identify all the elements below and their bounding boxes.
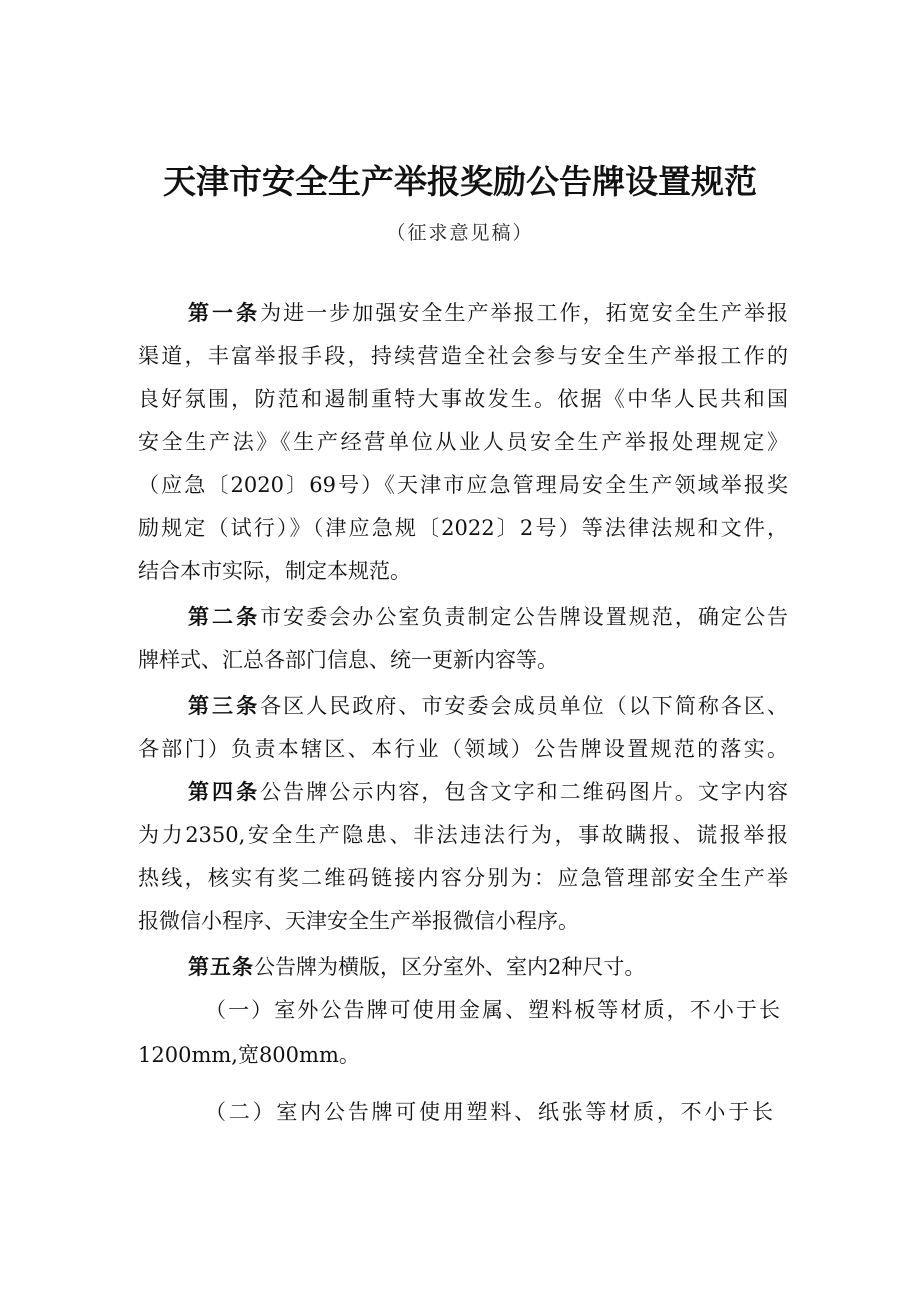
item-1-line-2: 1200mm,宽800mm。 bbox=[138, 1043, 360, 1067]
article-4-line-2: 为力2350,安全生产隐患、非法违法行为，事故瞒报、谎报举报 bbox=[138, 823, 788, 847]
article-1-line-1 bbox=[188, 298, 788, 328]
item-1-line-1: （一）室外公告牌可使用金属、塑料板等材质，不小于长 bbox=[205, 998, 780, 1022]
article-3-text-1: 各区人民政府、市安委会成员单位（以下简称各区、 bbox=[260, 694, 789, 718]
article-1-line-4: 安全生产法》《生产经营单位从业人员安全生产举报处理规定》 bbox=[138, 430, 788, 454]
article-5-line-1 bbox=[188, 952, 788, 982]
article-3-line-1 bbox=[188, 691, 788, 721]
article-2-line-2: 牌样式、汇总各部门信息、统一更新内容等。 bbox=[138, 648, 558, 672]
article-4-line-4: 报微信小程序、天津安全生产举报微信小程序。 bbox=[138, 909, 579, 933]
article-1-line-6: 励规定（试行）》（津应急规〔2022〕2号）等法律法规和文件， bbox=[138, 516, 788, 540]
document-title: 天津市安全生产举报奖励公告牌设置规范 bbox=[163, 162, 757, 201]
item-2-line-1: （二）室内公告牌可使用塑料、纸张等材质，不小于长 bbox=[205, 1100, 773, 1124]
article-2-lead: 第二条 bbox=[188, 605, 261, 629]
article-1-line-7: 结合本市实际，制定本规范。 bbox=[138, 559, 411, 583]
article-4-line-1 bbox=[188, 777, 788, 807]
article-1-lead: 第一条 bbox=[188, 301, 261, 325]
article-1-line-5: （应急〔2020〕69号）《天津市应急管理局安全生产领域举报奖 bbox=[138, 473, 788, 497]
article-4-lead: 第四条 bbox=[188, 780, 261, 804]
article-3-lead: 第三条 bbox=[188, 694, 261, 718]
document-subtitle: （征求意见稿） bbox=[386, 222, 534, 244]
article-2-line-1 bbox=[188, 602, 788, 632]
article-1-text-1: 为进一步加强安全生产举报工作，拓宽安全生产举报 bbox=[260, 301, 789, 325]
article-4-line-3: 热线，核实有奖二维码链接内容分别为：应急管理部安全生产举 bbox=[138, 866, 788, 890]
article-5-lead: 第五条 bbox=[188, 955, 254, 979]
article-1-line-3: 良好氛围，防范和遏制重特大事故发生。依据《中华人民共和国 bbox=[138, 387, 788, 411]
article-5-text-1: 公告牌为横版，区分室外、室内2种尺寸。 bbox=[254, 955, 646, 979]
article-4-text-1: 公告牌公示内容，包含文字和二维码图片。文字内容 bbox=[260, 780, 789, 804]
article-3-line-2: 各部门）负责本辖区、本行业（领域）公告牌设置规范的落实。 bbox=[138, 737, 788, 761]
article-2-text-1: 市安委会办公室负责制定公告牌设置规范，确定公告 bbox=[260, 605, 789, 629]
article-1-line-2: 渠道，丰富举报手段，持续营造全社会参与安全生产举报工作的 bbox=[138, 344, 788, 368]
